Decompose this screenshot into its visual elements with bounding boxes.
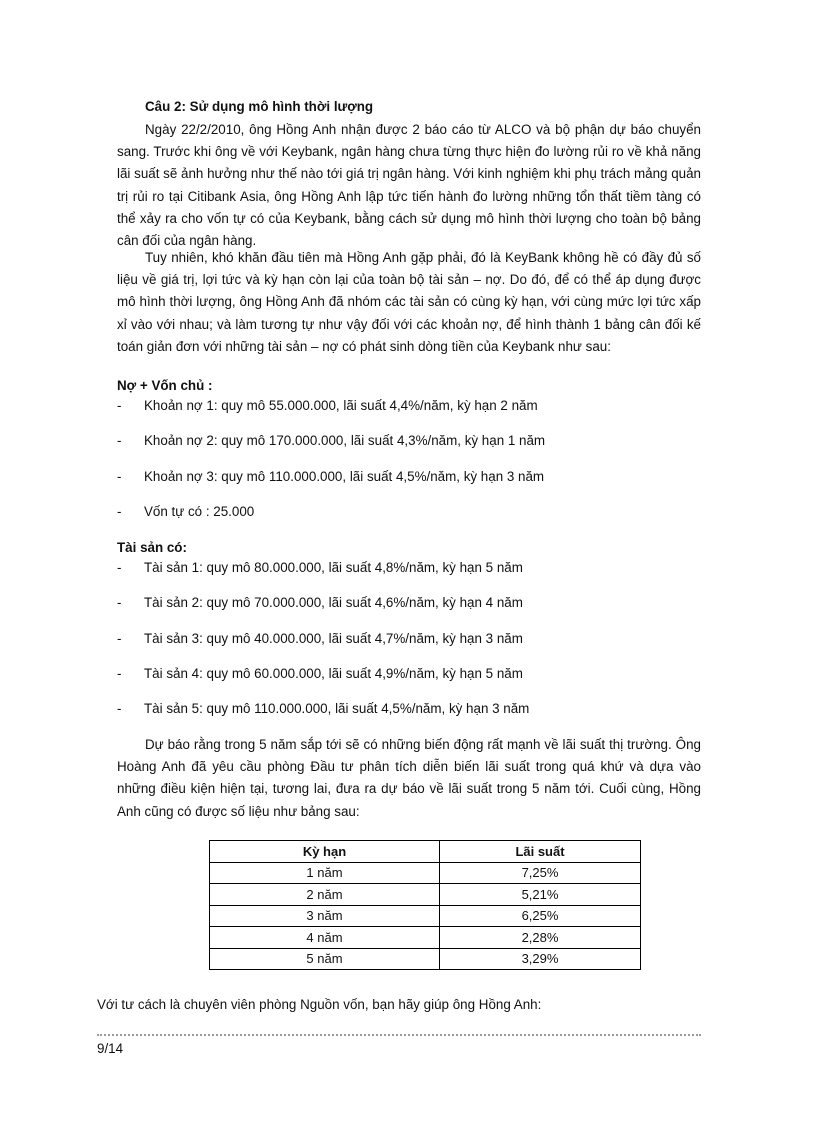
- table-row: [210, 905, 641, 927]
- page-number: 9/14: [97, 1041, 124, 1056]
- list-item-text: Khoản nợ 2: quy mô 170.000.000, lãi suất 4,3%/năm, kỳ hạn 1 năm: [144, 433, 546, 449]
- rate-cell: 5,21%: [440, 884, 641, 906]
- term-cell: 1 năm: [210, 862, 440, 884]
- bullet-dash: -: [117, 433, 122, 449]
- column-header-term: Kỳ hạn: [210, 841, 440, 863]
- rate-cell: 3,29%: [440, 948, 641, 970]
- term-cell: 3 năm: [210, 905, 440, 927]
- closing-line: Với tư cách là chuyên viên phòng Nguồn vốn, bạn hãy giúp ông Hồng Anh:: [97, 997, 542, 1012]
- bullet-dash: -: [117, 665, 122, 681]
- bullet-dash: -: [117, 560, 122, 575]
- paragraph-difficulty-text: Tuy nhiên, khó khăn đầu tiên mà Hồng Anh gặp phải, đó là KeyBank không hề có đầy đủ số liệu về giá trị, lợi tức và kỳ hạn còn lại của toàn bộ tài sản – nợ. Do đó, để có thể áp dụng được mô hình thời lượng, ông Hồng Anh đã nhóm các tài sản có cùng kỳ hạn, với cùng mức lợi tức xấp xỉ vào với nhau; và làm tương tự như vậy đối với các khoản nợ, để hình thành 1 bảng cân đối kế toán giản đơn với những tài sản – nợ có phát sinh dòng tiền của Keybank như sau:: [117, 250, 701, 354]
- bullet-dash: -: [117, 701, 122, 717]
- term-cell: 4 năm: [210, 927, 440, 949]
- column-header-rate: Lãi suất: [440, 841, 641, 863]
- interest-rate-table: [209, 840, 641, 970]
- list-item-text: Khoản nợ 1: quy mô 55.000.000, lãi suất 4,4%/năm, kỳ hạn 2 năm: [144, 398, 538, 413]
- table-row: [210, 948, 641, 970]
- table-row: [210, 862, 641, 884]
- bullet-dash: -: [117, 630, 122, 646]
- list-item-text: Tài sản 1: quy mô 80.000.000, lãi suất 4,8%/năm, kỳ hạn 5 năm: [144, 560, 523, 575]
- list-item-text: Khoản nợ 3: quy mô 110.000.000, lãi suất 4,5%/năm, kỳ hạn 3 năm: [144, 468, 545, 484]
- list-item-text: Tài sản 2: quy mô 70.000.000, lãi suất 4,6%/năm, kỳ hạn 4 năm: [144, 595, 523, 611]
- list-item-text: Tài sản 4: quy mô 60.000.000, lãi suất 4,9%/năm, kỳ hạn 5 năm: [144, 665, 523, 681]
- footer-divider: [97, 1034, 701, 1036]
- section-title: Câu 2: Sử dụng mô hình thời lượng: [145, 99, 374, 114]
- rate-cell: 2,28%: [440, 927, 641, 949]
- paragraph-difficulty: [117, 247, 701, 358]
- term-cell: 5 năm: [210, 948, 440, 970]
- assets-heading: Tài sản có:: [117, 540, 187, 555]
- rate-cell: 6,25%: [440, 905, 641, 927]
- liabilities-heading: Nợ + Vốn chủ :: [117, 378, 213, 393]
- table-row: [210, 927, 641, 949]
- bullet-dash: -: [117, 595, 122, 611]
- paragraph-forecast-text: Dự báo rằng trong 5 năm sắp tới sẽ có những biến động rất mạnh về lãi suất thị trường. Ông Hoàng Anh đã yêu cầu phòng Đầu tư phân tích diễn biến lãi suất trong quá khứ và dựa vào những điều kiện hiện tại, tương lai, đưa ra dự báo về lãi suất trong 5 năm tới. Cuối cùng, Hồng Anh cũng có được số liệu như bảng sau:: [117, 737, 701, 819]
- bullet-dash: -: [117, 468, 122, 484]
- term-cell: 2 năm: [210, 884, 440, 906]
- list-item-text: Vốn tự có : 25.000: [144, 503, 255, 519]
- list-item-text: Tài sản 3: quy mô 40.000.000, lãi suất 4,7%/năm, kỳ hạn 3 năm: [144, 630, 523, 646]
- table-row: [210, 884, 641, 906]
- paragraph-intro: [117, 119, 701, 252]
- list-item-text: Tài sản 5: quy mô 110.000.000, lãi suất 4,5%/năm, kỳ hạn 3 năm: [144, 701, 530, 717]
- paragraph-intro-text: Ngày 22/2/2010, ông Hồng Anh nhận được 2 báo cáo từ ALCO và bộ phận dự báo chuyển sang. Trước khi ông về với Keybank, ngân hàng chưa từng thực hiện đo lường rủi ro về khả năng lãi suất sẽ ảnh hưởng như thế nào tới giá trị ngân hàng. Với kinh nghiệm khi phụ trách mảng quản trị rủi ro tại Citibank Asia, ông Hồng Anh lập tức tiến hành đo lường những tổn thất tiềm tàng có thể xảy ra cho vốn tự có của Keybank, bằng cách sử dụng mô hình thời lượng cho toàn bộ bảng cân đối của ngân hàng.: [117, 122, 701, 249]
- rate-cell: 7,25%: [440, 862, 641, 884]
- bullet-dash: -: [117, 398, 122, 413]
- table-header-row: [210, 841, 641, 863]
- bullet-dash: -: [117, 503, 122, 519]
- paragraph-forecast: [117, 734, 701, 823]
